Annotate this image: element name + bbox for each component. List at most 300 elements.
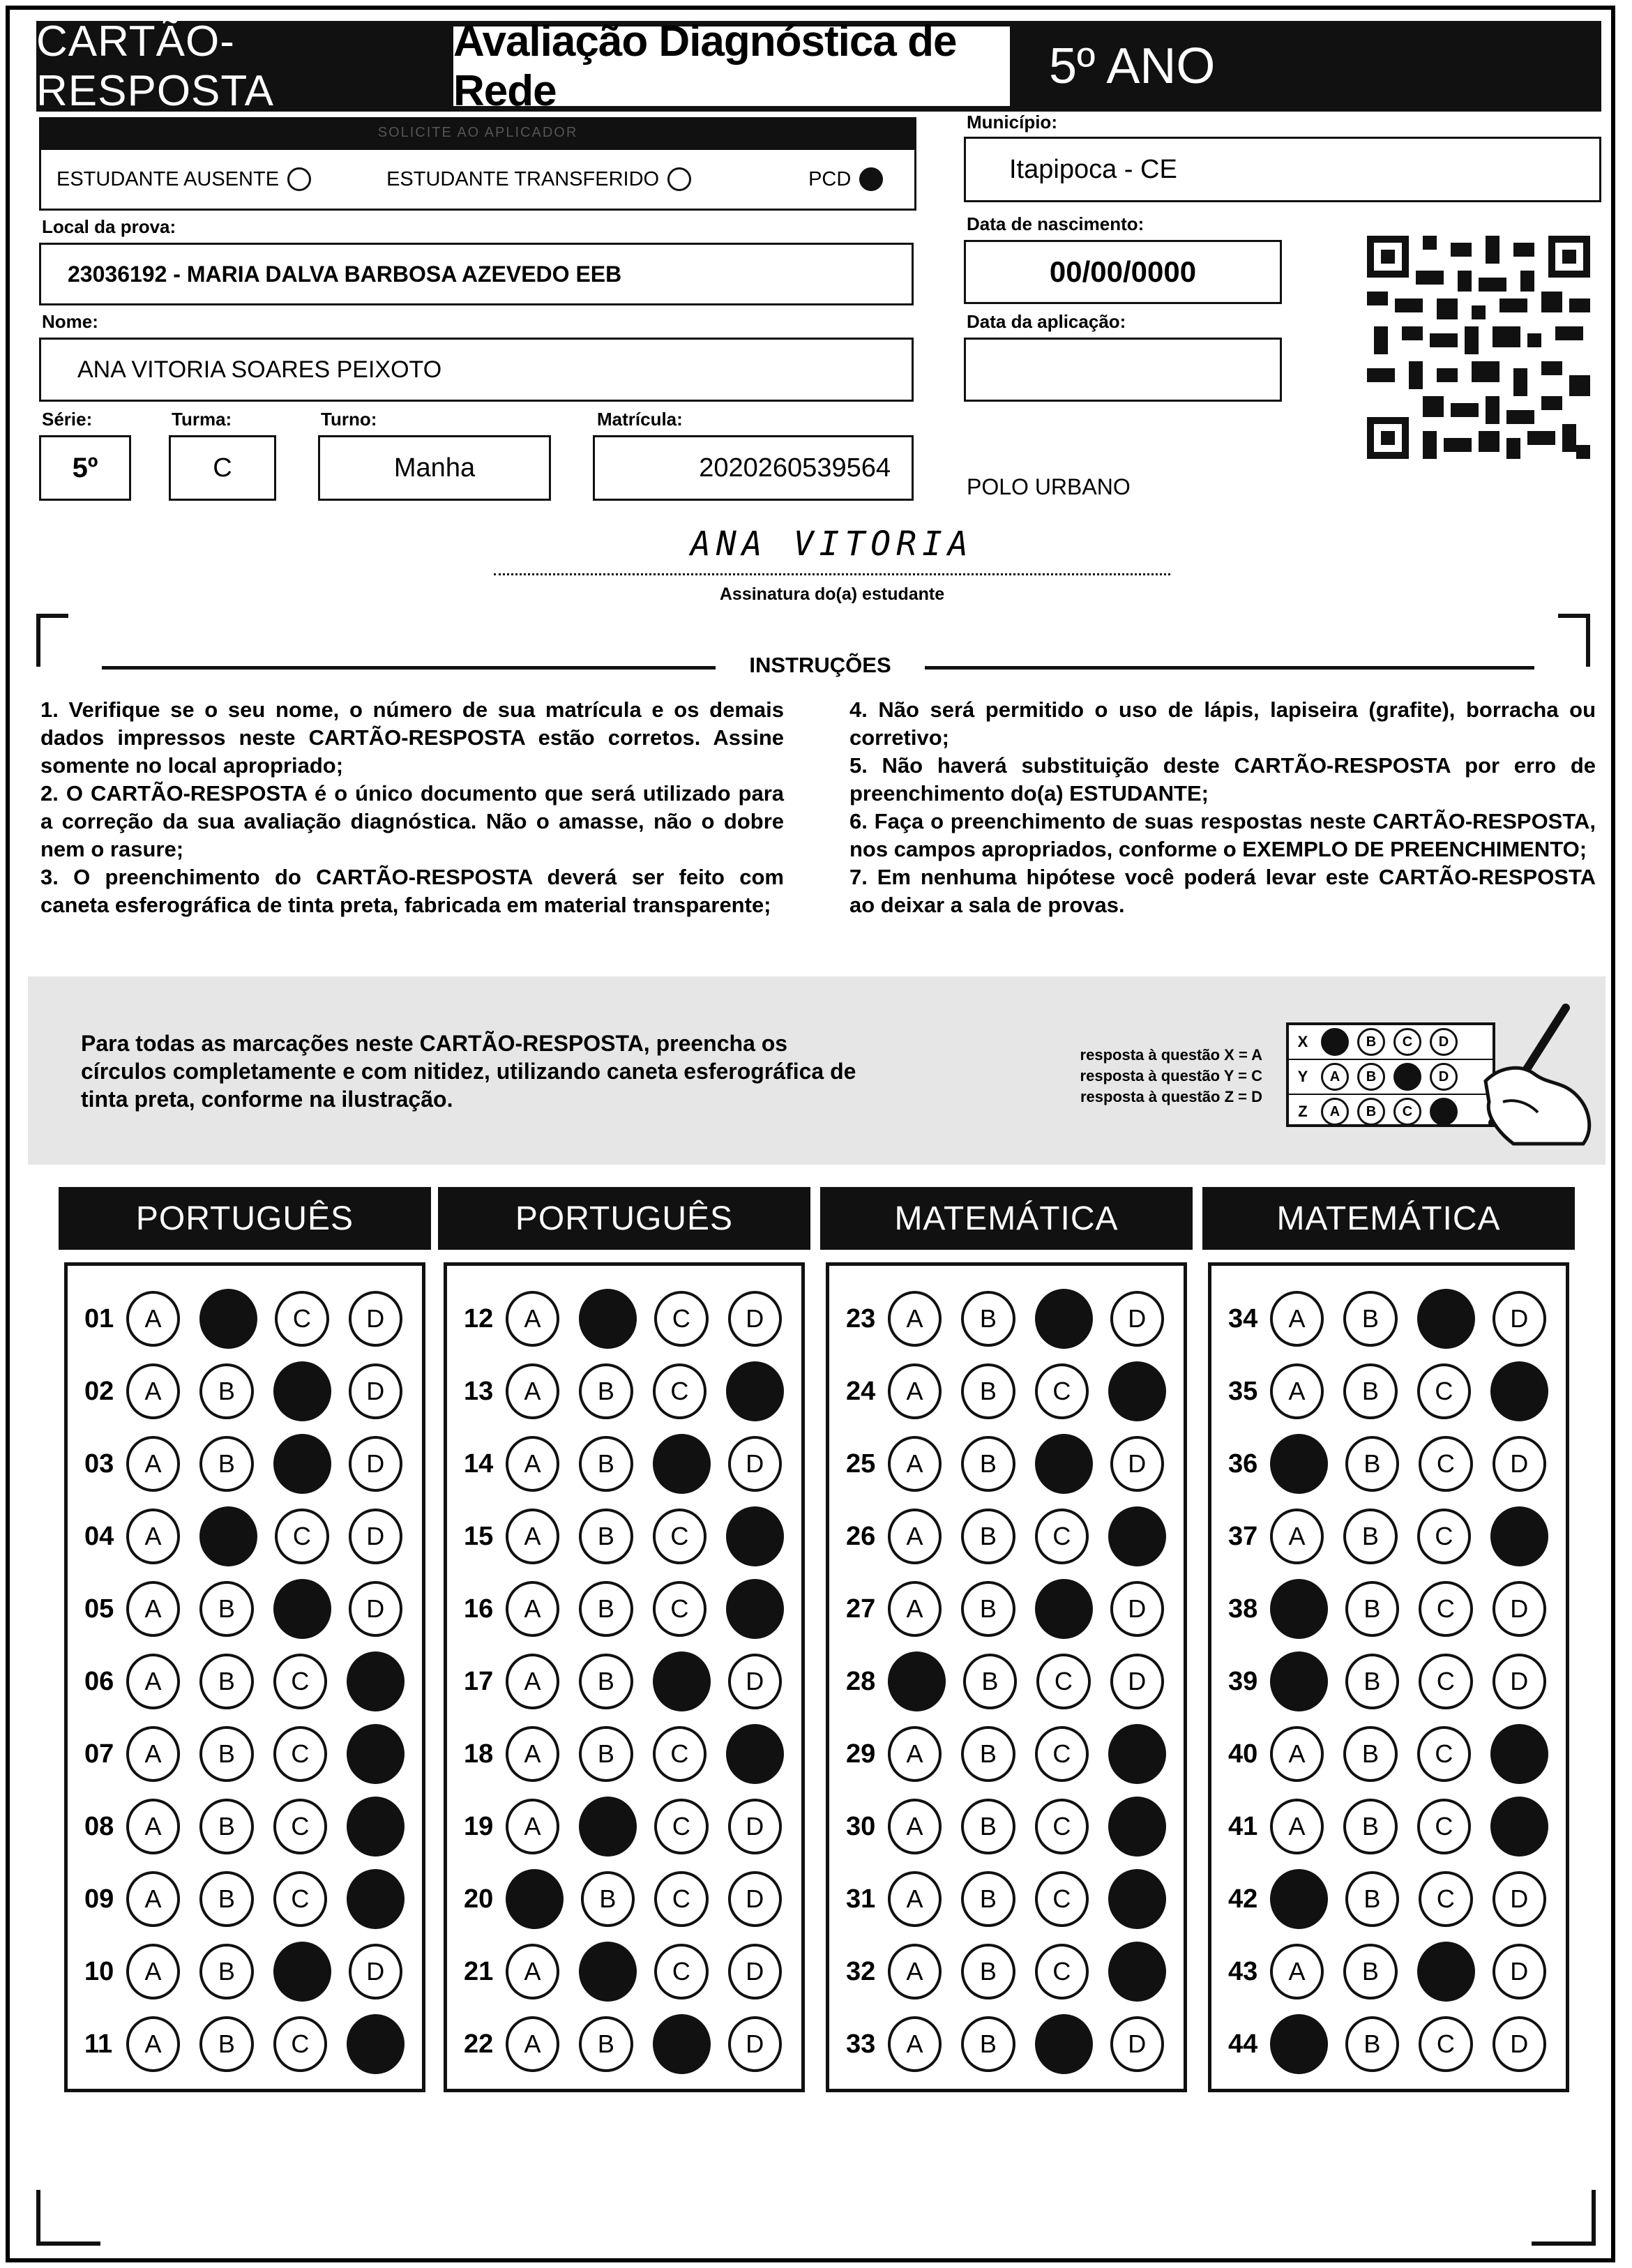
- answer-bubble[interactable]: C: [654, 1799, 708, 1854]
- question-row: [68, 1283, 422, 1355]
- answer-bubble[interactable]: C: [653, 1434, 711, 1494]
- answer-bubble[interactable]: D: [347, 1869, 405, 1929]
- answer-bubble[interactable]: B: [961, 1436, 1015, 1492]
- question-row: [447, 1573, 801, 1645]
- answer-bubble[interactable]: C: [1417, 1942, 1475, 2002]
- answer-bubble[interactable]: C: [1035, 1289, 1093, 1349]
- answer-bubble[interactable]: B: [1345, 1654, 1399, 1709]
- answer-bubble[interactable]: D: [1490, 1797, 1548, 1857]
- answer-bubble[interactable]: D: [726, 1506, 784, 1566]
- example-bubble: A: [1321, 1063, 1349, 1091]
- answer-bubble[interactable]: D: [728, 1944, 782, 1999]
- answer-bubble[interactable]: B: [199, 1871, 253, 1927]
- answer-column: [64, 1262, 425, 2092]
- question-row: [68, 1428, 422, 1500]
- answer-bubble[interactable]: A: [1270, 1944, 1324, 1999]
- answer-bubble[interactable]: C: [653, 1726, 707, 1782]
- answer-bubble[interactable]: C: [654, 1871, 708, 1927]
- answer-bubble[interactable]: A: [506, 1799, 559, 1854]
- pcd-label: PCD: [808, 167, 852, 190]
- answer-bubble[interactable]: A: [126, 1509, 180, 1564]
- instruction-2: 2. O CARTÃO-RESPOSTA é o único documento que será utilizado para a correção da sua avaliação diagnóstica. Não o amasse, não o dobre nem o rasure;: [40, 781, 784, 861]
- answer-bubble[interactable]: C: [1035, 1509, 1089, 1564]
- answer-bubble[interactable]: A: [1270, 1579, 1328, 1639]
- answer-bubble[interactable]: A: [888, 1436, 942, 1492]
- answer-bubble[interactable]: D: [1493, 1581, 1546, 1637]
- question-row: [1211, 1790, 1566, 1863]
- answer-bubble[interactable]: C: [273, 1654, 327, 1709]
- corner-mark-bl: [36, 2190, 100, 2246]
- answer-bubble[interactable]: A: [506, 1363, 559, 1419]
- answer-bubble[interactable]: A: [1270, 1509, 1324, 1564]
- answer-bubble[interactable]: C: [273, 1579, 331, 1639]
- answer-bubble[interactable]: D: [1493, 2016, 1546, 2072]
- answer-bubble[interactable]: B: [579, 1797, 637, 1857]
- question-row: [829, 1283, 1184, 1355]
- question-row: [829, 1863, 1184, 1935]
- question-row: [447, 1645, 801, 1718]
- answer-bubble[interactable]: D: [1108, 1724, 1166, 1784]
- question-number: 30: [846, 1811, 876, 1841]
- answer-bubble[interactable]: B: [579, 1942, 637, 2002]
- example-legend-y: resposta à questão Y = C: [1080, 1067, 1262, 1084]
- column-header: MATEMÁTICA: [1202, 1187, 1575, 1250]
- example-text: Para todas as marcações neste CARTÃO-RESPOSTA, preencha os círculos completamente e com nitidez, utilizando caneta esferográfica de tinta preta, conforme na ilustração.: [81, 1031, 856, 1112]
- answer-bubble[interactable]: C: [1419, 1581, 1472, 1637]
- answer-bubble[interactable]: D: [1110, 2016, 1164, 2072]
- answer-bubble[interactable]: B: [961, 1799, 1015, 1854]
- answer-bubble[interactable]: A: [126, 1291, 180, 1347]
- hand-pen-icon: [1472, 997, 1611, 1151]
- question-number: 07: [84, 1739, 114, 1769]
- answer-bubble[interactable]: B: [579, 1436, 633, 1492]
- answer-bubble[interactable]: D: [1110, 1654, 1164, 1709]
- answer-bubble[interactable]: A: [888, 1291, 942, 1347]
- answer-bubble[interactable]: C: [1417, 1799, 1471, 1854]
- answer-bubble[interactable]: B: [1343, 1944, 1397, 1999]
- matricula-label: Matrícula:: [597, 409, 683, 430]
- question-number: 24: [846, 1376, 876, 1406]
- answer-bubble[interactable]: D: [1493, 1436, 1546, 1492]
- answer-bubble[interactable]: C: [1419, 1436, 1472, 1492]
- answer-bubble[interactable]: A: [506, 1509, 559, 1564]
- question-row: [68, 1645, 422, 1718]
- absent-label: ESTUDANTE AUSENTE: [56, 167, 280, 190]
- question-row: [447, 2008, 801, 2080]
- answer-bubble[interactable]: D: [1490, 1724, 1548, 1784]
- question-number: 34: [1228, 1303, 1258, 1333]
- answer-bubble[interactable]: A: [1270, 1434, 1328, 1494]
- example-bubble: C: [1393, 1063, 1421, 1091]
- answer-bubble[interactable]: A: [506, 1869, 564, 1929]
- matricula-field: 2020260539564: [593, 435, 914, 501]
- answer-bubble[interactable]: C: [1035, 1871, 1089, 1927]
- question-row: [829, 1355, 1184, 1428]
- answer-bubble[interactable]: B: [199, 1289, 257, 1349]
- answer-bubble[interactable]: C: [653, 1509, 707, 1564]
- question-row: [1211, 1573, 1566, 1645]
- question-number: 17: [464, 1666, 494, 1696]
- answer-bubble[interactable]: C: [1419, 1654, 1472, 1709]
- answer-bubble[interactable]: A: [1270, 1651, 1328, 1711]
- corner-mark-br: [1532, 2190, 1596, 2246]
- question-row: [68, 1573, 422, 1645]
- answer-bubble[interactable]: C: [275, 1509, 328, 1564]
- column-header: PORTUGUÊS: [59, 1187, 431, 1250]
- instruction-7: 7. Em nenhuma hipótese você poderá levar este CARTÃO-RESPOSTA ao deixar a sala de provas.: [849, 865, 1596, 917]
- instruction-4: 4. Não será permitido o uso de lápis, lapiseira (grafite), borracha ou corretivo;: [849, 697, 1596, 750]
- question-row: [1211, 1935, 1566, 2008]
- answer-bubble[interactable]: B: [961, 1581, 1015, 1637]
- answer-bubble[interactable]: A: [506, 2016, 559, 2072]
- example-bubble: B: [1357, 1028, 1385, 1056]
- example-legend-x: resposta à questão X = A: [1080, 1046, 1262, 1064]
- aplicacao-field: [964, 338, 1282, 402]
- answer-bubble[interactable]: A: [126, 2016, 180, 2072]
- instruction-6: 6. Faça o preenchimento de suas respostas neste CARTÃO-RESPOSTA, nos campos apropriados, conforme o EXEMPLO DE PREENCHIMENTO;: [849, 809, 1596, 861]
- answer-bubble[interactable]: C: [273, 2016, 327, 2072]
- example-bubble: D: [1430, 1098, 1458, 1126]
- answer-bubble[interactable]: D: [726, 1724, 784, 1784]
- answer-bubble[interactable]: C: [1035, 2014, 1093, 2074]
- question-number: 05: [84, 1594, 114, 1624]
- answer-bubble[interactable]: D: [1108, 1942, 1166, 2002]
- answer-bubble[interactable]: D: [347, 1797, 405, 1857]
- example-row: [1289, 1025, 1493, 1060]
- answer-bubble[interactable]: A: [506, 1436, 559, 1492]
- answer-bubble[interactable]: D: [349, 1291, 402, 1347]
- question-row: [447, 1790, 801, 1863]
- answer-bubble[interactable]: A: [126, 1436, 180, 1492]
- answer-bubble[interactable]: C: [1417, 1509, 1471, 1564]
- answer-bubble[interactable]: C: [1035, 1944, 1089, 1999]
- question-row: [829, 1790, 1184, 1863]
- local-label: Local da prova:: [42, 216, 176, 237]
- instructions-rule-left: [102, 666, 716, 670]
- question-number: 29: [846, 1739, 876, 1769]
- answer-bubble[interactable]: C: [273, 1434, 331, 1494]
- answer-bubble[interactable]: D: [349, 1436, 402, 1492]
- example-bubble: A: [1321, 1098, 1349, 1126]
- answer-bubble[interactable]: B: [199, 1581, 253, 1637]
- answer-bubble[interactable]: D: [1493, 1871, 1546, 1927]
- answer-bubble[interactable]: B: [961, 2016, 1015, 2072]
- question-number: 23: [846, 1303, 876, 1333]
- answer-bubble[interactable]: B: [199, 1506, 257, 1566]
- question-number: 18: [464, 1739, 494, 1769]
- answer-bubble[interactable]: A: [126, 1363, 180, 1419]
- answer-bubble[interactable]: C: [273, 1726, 327, 1782]
- example-bubble: B: [1357, 1063, 1385, 1091]
- question-number: 38: [1228, 1594, 1258, 1624]
- answer-bubble[interactable]: D: [728, 1291, 782, 1347]
- question-number: 19: [464, 1811, 494, 1841]
- answer-bubble[interactable]: A: [888, 1726, 942, 1782]
- answer-bubble[interactable]: B: [579, 1654, 633, 1709]
- answer-bubble[interactable]: C: [654, 1291, 708, 1347]
- answer-bubble[interactable]: B: [961, 1726, 1015, 1782]
- municipio-label: Município:: [967, 112, 1057, 133]
- answer-bubble[interactable]: C: [275, 1291, 328, 1347]
- answer-bubble[interactable]: C: [1417, 1363, 1471, 1419]
- answer-bubble[interactable]: A: [1270, 1799, 1324, 1854]
- question-number: 42: [1228, 1884, 1258, 1914]
- question-number: 37: [1228, 1521, 1258, 1551]
- answer-bubble[interactable]: C: [1035, 1363, 1089, 1419]
- answer-bubble[interactable]: D: [1493, 1654, 1546, 1709]
- answer-bubble[interactable]: D: [349, 1581, 402, 1637]
- answer-bubble[interactable]: A: [888, 1581, 942, 1637]
- answer-bubble[interactable]: D: [728, 1436, 782, 1492]
- instruction-5: 5. Não haverá substituição deste CARTÃO-RESPOSTA por erro de preenchimento do(a) ESTUDANTE;: [849, 753, 1596, 806]
- answer-bubble[interactable]: D: [728, 1871, 782, 1927]
- question-number: 06: [84, 1666, 114, 1696]
- answer-bubble[interactable]: B: [579, 2016, 633, 2072]
- answer-bubble[interactable]: A: [506, 1291, 559, 1347]
- answer-bubble[interactable]: D: [1110, 1581, 1164, 1637]
- answer-bubble[interactable]: D: [349, 1509, 402, 1564]
- example-bubble: C: [1393, 1028, 1421, 1056]
- answer-bubble[interactable]: D: [1110, 1436, 1164, 1492]
- answer-bubble[interactable]: B: [581, 1871, 635, 1927]
- answer-bubble[interactable]: A: [1270, 1869, 1328, 1929]
- answer-bubble[interactable]: A: [888, 2016, 942, 2072]
- answer-bubble[interactable]: A: [126, 1871, 180, 1927]
- question-row: [829, 1645, 1184, 1718]
- answer-bubble[interactable]: D: [1108, 1797, 1166, 1857]
- example-legend: [976, 1045, 1262, 1107]
- signature-label: Assinatura do(a) estudante: [719, 584, 945, 604]
- question-row: [829, 1718, 1184, 1790]
- answer-bubble[interactable]: D: [728, 1799, 782, 1854]
- question-number: 33: [846, 2029, 876, 2059]
- answer-bubble[interactable]: D: [349, 1363, 402, 1419]
- answer-bubble[interactable]: C: [273, 1799, 327, 1854]
- answer-bubble[interactable]: A: [126, 1944, 180, 1999]
- answer-bubble[interactable]: B: [963, 1654, 1017, 1709]
- question-number: 43: [1228, 1956, 1258, 1986]
- answer-bubble[interactable]: C: [1035, 1434, 1093, 1494]
- answer-bubble[interactable]: A: [888, 1944, 942, 1999]
- answer-bubble[interactable]: D: [1108, 1869, 1166, 1929]
- answer-bubble[interactable]: B: [579, 1509, 633, 1564]
- instructions-left: [40, 696, 784, 919]
- question-row: [68, 1935, 422, 2008]
- answer-bubble[interactable]: D: [726, 1579, 784, 1639]
- answer-bubble[interactable]: A: [506, 1654, 559, 1709]
- answer-bubble[interactable]: D: [347, 1651, 405, 1711]
- question-row: [1211, 1428, 1566, 1500]
- answer-bubble[interactable]: B: [1345, 1436, 1399, 1492]
- answer-bubble[interactable]: C: [653, 1581, 707, 1637]
- answer-bubble[interactable]: C: [1035, 1799, 1089, 1854]
- example-row-label: X: [1297, 1033, 1308, 1050]
- turma-field: C: [169, 435, 276, 501]
- answer-bubble[interactable]: C: [273, 1942, 331, 2002]
- answer-bubble[interactable]: C: [653, 1651, 711, 1711]
- question-row: [447, 1863, 801, 1935]
- question-number: 15: [464, 1521, 494, 1551]
- serie-field: 5º: [39, 435, 131, 501]
- answer-bubble[interactable]: A: [506, 1944, 559, 1999]
- answer-bubble[interactable]: B: [199, 1799, 253, 1854]
- answer-bubble[interactable]: A: [506, 1581, 559, 1637]
- signature-value: ANA VITORIA: [690, 524, 974, 564]
- status-bar: SOLICITE AO APLICADOR: [39, 117, 916, 148]
- question-row: [1211, 1500, 1566, 1573]
- answer-bubble[interactable]: C: [1417, 1289, 1475, 1349]
- answer-bubble[interactable]: C: [1419, 1871, 1472, 1927]
- question-row: [1211, 1355, 1566, 1428]
- answer-bubble[interactable]: B: [1343, 1509, 1397, 1564]
- answer-bubble[interactable]: D: [728, 2016, 782, 2072]
- question-number: 10: [84, 1956, 114, 1986]
- answer-bubble[interactable]: B: [579, 1289, 637, 1349]
- answer-bubble[interactable]: B: [579, 1581, 633, 1637]
- question-number: 16: [464, 1594, 494, 1624]
- answer-bubble[interactable]: D: [349, 1944, 402, 1999]
- answer-bubble[interactable]: A: [888, 1509, 942, 1564]
- answer-bubble[interactable]: B: [199, 2016, 253, 2072]
- answer-bubble[interactable]: B: [1345, 1871, 1399, 1927]
- answer-column: [444, 1262, 805, 2092]
- question-row: [447, 1355, 801, 1428]
- signature-line: [494, 573, 1170, 575]
- answer-bubble[interactable]: A: [126, 1654, 180, 1709]
- instruction-1: 1. Verifique se o seu nome, o número de sua matrícula e os demais dados impressos neste CARTÃO-RESPOSTA estão corretos. Assine somente no local apropriado;: [40, 697, 784, 778]
- question-row: [829, 1935, 1184, 2008]
- answer-bubble[interactable]: B: [199, 1654, 253, 1709]
- answer-bubble[interactable]: C: [1035, 1579, 1093, 1639]
- qr-code: [1367, 236, 1590, 459]
- answer-bubble[interactable]: A: [506, 1726, 559, 1782]
- question-row: [68, 1500, 422, 1573]
- example-row: [1289, 1095, 1493, 1128]
- answer-bubble[interactable]: B: [579, 1726, 633, 1782]
- answer-bubble[interactable]: A: [126, 1799, 180, 1854]
- question-row: [1211, 1863, 1566, 1935]
- answer-bubble[interactable]: B: [199, 1363, 253, 1419]
- answer-bubble[interactable]: B: [1345, 1581, 1399, 1637]
- answer-bubble[interactable]: B: [961, 1291, 1015, 1347]
- answer-bubble[interactable]: A: [1270, 1726, 1324, 1782]
- answer-bubble[interactable]: A: [888, 1871, 942, 1927]
- serie-label: Série:: [42, 409, 93, 430]
- question-row: [447, 1500, 801, 1573]
- answer-bubble[interactable]: C: [1035, 1726, 1089, 1782]
- example-row: [1289, 1060, 1493, 1095]
- answer-bubble[interactable]: C: [1419, 2016, 1472, 2072]
- answer-bubble[interactable]: B: [1343, 1799, 1397, 1854]
- answer-bubble[interactable]: B: [1343, 1363, 1397, 1419]
- answer-bubble[interactable]: D: [347, 1724, 405, 1784]
- question-number: 28: [846, 1666, 876, 1696]
- answer-bubble[interactable]: D: [726, 1361, 784, 1421]
- example-legend-z: resposta à questão Z = D: [1080, 1088, 1262, 1105]
- answer-bubble[interactable]: A: [126, 1581, 180, 1637]
- answer-bubble[interactable]: B: [1343, 1726, 1397, 1782]
- question-number: 09: [84, 1884, 114, 1914]
- answer-bubble[interactable]: B: [961, 1363, 1015, 1419]
- answer-bubble[interactable]: D: [1493, 1291, 1546, 1347]
- answer-bubble[interactable]: A: [888, 1799, 942, 1854]
- answer-bubble[interactable]: B: [579, 1363, 633, 1419]
- answer-bubble[interactable]: C: [273, 1361, 331, 1421]
- question-row: [829, 1428, 1184, 1500]
- answer-bubble[interactable]: C: [653, 2014, 711, 2074]
- question-number: 36: [1228, 1449, 1258, 1479]
- status-box: [39, 148, 916, 211]
- question-row: [1211, 2008, 1566, 2080]
- question-row: [1211, 1718, 1566, 1790]
- answer-bubble[interactable]: A: [1270, 1291, 1324, 1347]
- answer-bubble[interactable]: D: [1108, 1361, 1166, 1421]
- answer-bubble[interactable]: D: [1108, 1506, 1166, 1566]
- question-number: 44: [1228, 2029, 1258, 2059]
- question-row: [447, 1428, 801, 1500]
- question-number: 39: [1228, 1666, 1258, 1696]
- answer-bubble[interactable]: C: [1036, 1654, 1090, 1709]
- answer-bubble[interactable]: D: [1110, 1291, 1164, 1347]
- answer-bubble[interactable]: B: [199, 1726, 253, 1782]
- answer-bubble[interactable]: A: [888, 1363, 942, 1419]
- answer-bubble[interactable]: A: [126, 1726, 180, 1782]
- absent-bubble[interactable]: [287, 167, 311, 191]
- question-number: 08: [84, 1811, 114, 1841]
- answer-bubble[interactable]: D: [1490, 1506, 1548, 1566]
- answer-bubble[interactable]: B: [199, 1944, 253, 1999]
- answer-bubble[interactable]: A: [1270, 2014, 1328, 2074]
- column-header: MATEMÁTICA: [820, 1187, 1193, 1250]
- answer-bubble[interactable]: B: [1345, 2016, 1399, 2072]
- answer-bubble[interactable]: D: [728, 1654, 782, 1709]
- answer-bubble[interactable]: B: [961, 1944, 1015, 1999]
- instructions-right: [849, 696, 1596, 919]
- polo-label: POLO URBANO: [967, 474, 1131, 499]
- question-row: [829, 1500, 1184, 1573]
- answer-bubble[interactable]: A: [1270, 1363, 1324, 1419]
- answer-bubble[interactable]: A: [888, 1651, 946, 1711]
- question-number: 11: [84, 2029, 113, 2059]
- answer-bubble[interactable]: D: [1490, 1361, 1548, 1421]
- answer-bubble[interactable]: C: [653, 1363, 707, 1419]
- question-number: 12: [464, 1303, 494, 1333]
- answer-bubble[interactable]: C: [273, 1871, 327, 1927]
- municipio-field: Itapipoca - CE: [964, 137, 1601, 202]
- pcd-bubble[interactable]: [859, 167, 883, 191]
- answer-bubble[interactable]: B: [199, 1436, 253, 1492]
- answer-bubble[interactable]: B: [961, 1509, 1015, 1564]
- example-bubble: B: [1357, 1098, 1385, 1126]
- instructions-title: INSTRUÇÕES: [749, 653, 891, 677]
- answer-bubble[interactable]: B: [1343, 1291, 1397, 1347]
- question-number: 22: [464, 2029, 494, 2059]
- answer-bubble[interactable]: D: [347, 2014, 405, 2074]
- answer-bubble[interactable]: B: [961, 1871, 1015, 1927]
- question-number: 01: [84, 1303, 114, 1333]
- question-row: [829, 1573, 1184, 1645]
- answer-bubble[interactable]: C: [1417, 1726, 1471, 1782]
- question-row: [68, 1790, 422, 1863]
- answer-bubble[interactable]: C: [654, 1944, 708, 1999]
- instruction-3: 3. O preenchimento do CARTÃO-RESPOSTA deverá ser feito com caneta esferográfica de tinta preta, fabricada em material transparente;: [40, 865, 784, 917]
- answer-bubble[interactable]: D: [1493, 1944, 1546, 1999]
- turno-label: Turno:: [321, 409, 377, 430]
- question-number: 31: [846, 1884, 876, 1914]
- corner-mark-tr: [1558, 614, 1590, 667]
- transferred-bubble[interactable]: [667, 167, 691, 191]
- example-bubble: A: [1321, 1028, 1349, 1056]
